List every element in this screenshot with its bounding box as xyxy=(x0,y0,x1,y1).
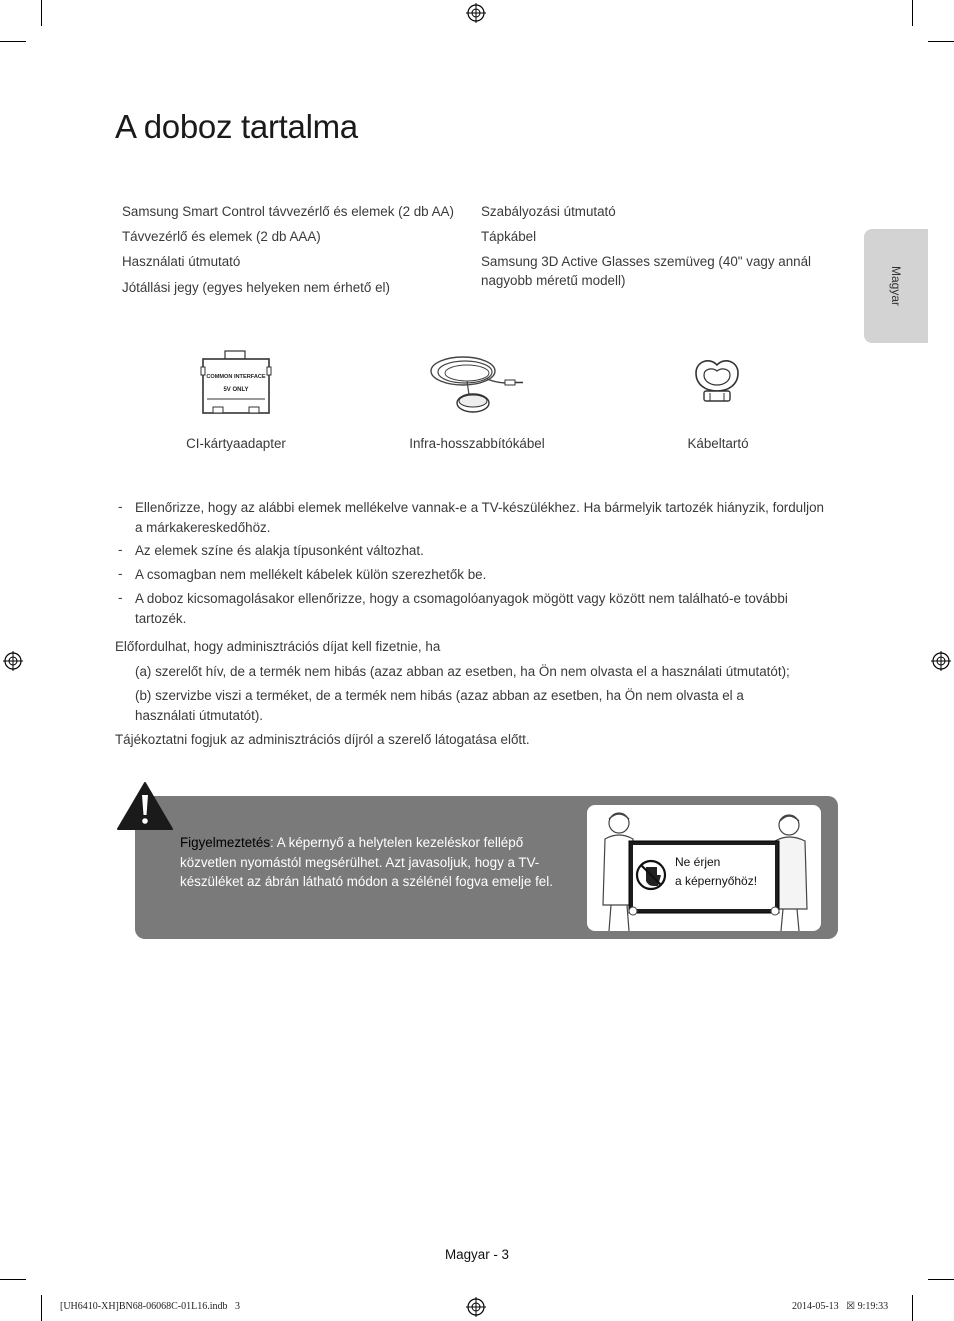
warning-text xyxy=(180,833,560,892)
ci-label-line1: COMMON INTERFACE xyxy=(206,374,266,380)
crop-mark xyxy=(41,1295,42,1321)
ir-extender-cable-icon xyxy=(427,347,527,417)
crop-mark xyxy=(0,1279,26,1280)
print-timestamp: 2014-05-13 ☒ 9:19:33 xyxy=(792,1301,889,1312)
ci-card-adapter-icon xyxy=(199,349,273,417)
note-item: Az elemek színe és alakja típusonként változhat. xyxy=(135,543,424,558)
people-holding-tv-icon xyxy=(587,805,821,931)
warning-illustration xyxy=(587,805,821,931)
crop-mark xyxy=(41,0,42,26)
note-item: A csomagban nem mellékelt kábelek külön szerezhetők be. xyxy=(135,567,487,582)
ci-label-line2: 5V ONLY xyxy=(223,387,249,393)
crop-mark xyxy=(928,41,954,42)
note-item: A doboz kicsomagolásakor ellenőrizze, hogy a csomagolóanyagok mögött vagy között nem található-e további tartozék. xyxy=(135,591,788,626)
crop-mark xyxy=(912,0,913,26)
warning-image-line1: Ne érjen xyxy=(675,855,721,869)
print-file-info: [UH6410-XH]BN68-06068C-01L16.indb 3 xyxy=(60,1301,240,1312)
admin-fee-case-b: (b) szervizbe viszi a terméket, de a termék nem hibás (azaz abban az esetben, ha Ön nem olvasta el a használati útmutatót). xyxy=(135,688,744,723)
note-dash: - xyxy=(118,590,123,605)
cable-holder-icon xyxy=(692,357,742,405)
admin-fee-case-a: (a) szerelőt hív, de a termék nem hibás (azaz abban az esetben, ha Ön nem olvasta el a használati útmutatót); xyxy=(135,664,790,679)
admin-fee-intro: Előfordulhat, hogy adminisztrációs díjat kell fizetnie, ha xyxy=(115,639,441,654)
warning-triangle-icon xyxy=(116,781,174,831)
crop-mark xyxy=(928,1279,954,1280)
note-dash: - xyxy=(118,542,123,557)
registration-mark-icon xyxy=(3,651,23,671)
crop-mark xyxy=(912,1295,913,1321)
list-item: Szabályozási útmutató xyxy=(481,204,616,219)
page-number: Magyar - 3 xyxy=(445,1247,509,1262)
warning-body: : A képernyő a helytelen kezeléskor fellépő közvetlen nyomástól megsérülhet. Azt javasoljuk, hogy a TV-készüléket az ábrán látható módon a szélénél fogva emelje fel. xyxy=(180,835,553,889)
list-item: Jótállási jegy (egyes helyeken nem érhető el) xyxy=(122,280,390,295)
warning-image-line2: a képernyőhöz! xyxy=(675,874,758,888)
side-tab-label: Magyar xyxy=(889,265,903,307)
list-item: Samsung Smart Control távvezérlő és elemek (2 db AA) xyxy=(122,204,454,219)
accessory-caption: Kábeltartó xyxy=(687,436,749,451)
admin-fee-outro: Tájékoztatni fogjuk az adminisztrációs díjról a szerelő látogatása előtt. xyxy=(115,732,530,747)
note-dash: - xyxy=(118,499,123,514)
list-item: Samsung 3D Active Glasses szemüveg (40" vagy annál nagyobb méretű modell) xyxy=(481,254,812,288)
accessory-caption: CI-kártyaadapter xyxy=(186,436,286,451)
language-side-tab xyxy=(864,229,928,343)
list-item: Távvezérlő és elemek (2 db AAA) xyxy=(122,229,321,244)
crop-mark xyxy=(0,41,26,42)
registration-mark-icon xyxy=(466,3,486,23)
note-item: Ellenőrizze, hogy az alábbi elemek mellékelve vannak-e a TV-készülékhez. Ha bármelyik tartozék hiányzik, forduljon a márkakereskedőhöz. xyxy=(135,500,824,535)
note-dash: - xyxy=(118,566,123,581)
accessory-caption: Infra-hosszabbítókábel xyxy=(409,436,545,451)
registration-mark-icon xyxy=(466,1297,486,1317)
warning-label: Figyelmeztetés xyxy=(180,835,271,850)
page-title: A doboz tartalma xyxy=(115,108,358,145)
list-item: Használati útmutató xyxy=(122,254,241,269)
list-item: Tápkábel xyxy=(481,229,537,244)
registration-mark-icon xyxy=(931,651,951,671)
